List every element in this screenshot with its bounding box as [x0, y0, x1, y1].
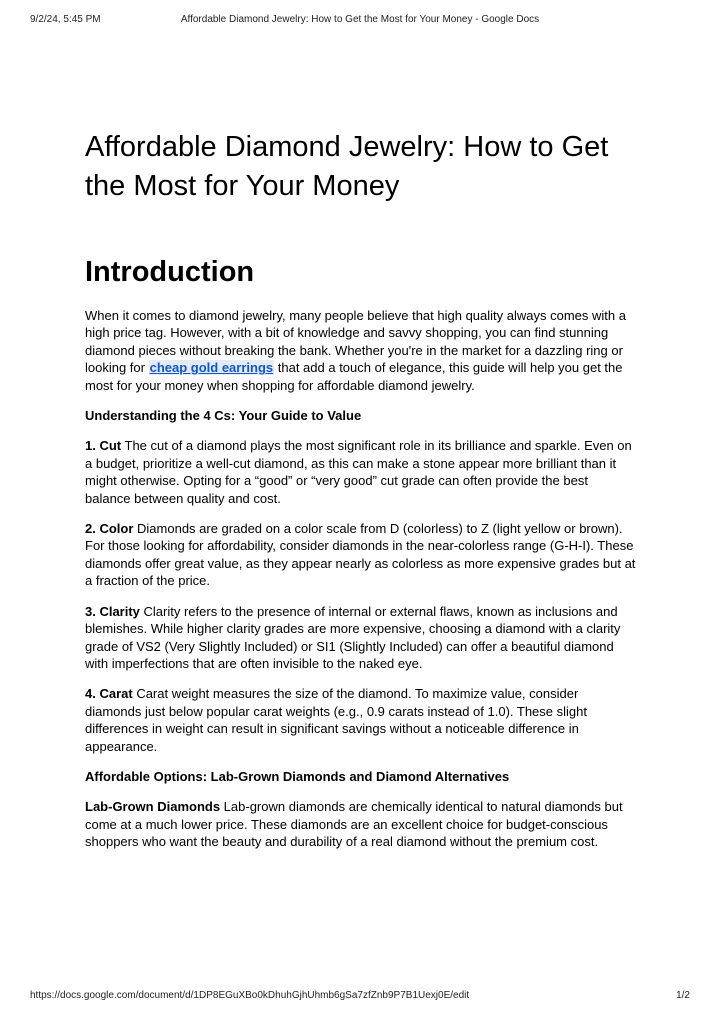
intro-text-before-link: When it comes to diamond jewelry, many people believe that high quality always comes with a high price tag. However, with a bit of knowledge and savvy shopping, you can find stunning diamond pieces without breaking the bank. Whether you're in the market for a dazzling ring or looking for	[85, 308, 626, 376]
print-header-title: Affordable Diamond Jewelry: How to Get the Most for Your Money - Google Docs	[180, 14, 540, 25]
clarity-paragraph	[85, 603, 637, 673]
options-heading: Affordable Options: Lab-Grown Diamonds and Diamond Alternatives	[85, 768, 510, 784]
cheap-gold-earrings-link[interactable]: cheap gold earrings	[149, 360, 274, 376]
document-title: Affordable Diamond Jewelry: How to Get the Most for Your Money	[85, 131, 609, 202]
cut-lead: 1. Cut	[85, 438, 122, 454]
intro-text-after-link: that add a touch of elegance, this guide will help you get the most for your money when shopping for affordable diamond jewelry.	[85, 360, 623, 393]
color-text: Diamonds are graded on a color scale from D (colorless) to Z (light yellow or brown). For those looking for affordability, consider diamonds in the near-colorless range (G-H-I). These diamonds offer great value, as they appear nearly as colorless as more expensive grades but at a fraction of the price.	[85, 521, 636, 589]
lab-grown-text: Lab-grown diamonds are chemically identical to natural diamonds but come at a much lower price. These diamonds are an excellent choice for budget-conscious shoppers who want the beauty and durability of a real diamond without the premium cost.	[85, 799, 623, 850]
color-paragraph	[85, 520, 637, 590]
document-body	[85, 128, 637, 851]
print-datetime: 9/2/24, 5:45 PM	[30, 14, 101, 25]
lab-grown-lead: Lab-Grown Diamonds	[85, 799, 221, 815]
carat-paragraph	[85, 685, 637, 755]
print-header	[30, 14, 690, 28]
carat-text: Carat weight measures the size of the diamond. To maximize value, consider diamonds just below popular carat weights (e.g., 0.9 carats instead of 1.0). These slight differences in weight can result in significant savings without a noticeable difference in appearance.	[85, 686, 587, 754]
intro-paragraph	[85, 307, 637, 394]
clarity-text: Clarity refers to the presence of internal or external flaws, known as inclusions and blemishes. While higher clarity grades are more expensive, choosing a diamond with a clarity grade of VS2 (Very Slightly Included) or SI1 (Slightly Included) can offer a beautiful diamond with imperfections that are often invisible to the naked eye.	[85, 603, 621, 671]
lab-grown-paragraph	[85, 798, 637, 850]
page-number: 1/2	[676, 990, 690, 1001]
intro-heading: Introduction	[85, 256, 255, 288]
color-lead: 2. Color	[85, 521, 134, 537]
print-footer-url: https://docs.google.com/document/d/1DP8EGuXBo0kDhuhGjhUhmb6gSa7zfZnb9P7B1Uexj0E/edit	[30, 990, 470, 1001]
four-cs-heading: Understanding the 4 Cs: Your Guide to Value	[85, 408, 362, 424]
cut-paragraph	[85, 437, 637, 507]
clarity-lead: 3. Clarity	[85, 603, 140, 619]
cut-text: The cut of a diamond plays the most significant role in its brilliance and sparkle. Even on a budget, prioritize a well-cut diamond, as this can make a stone appear more brilliant than it might otherwise. Opting for a “good” or “very good” cut grade can often provide the best balance between quality and cost.	[85, 438, 632, 506]
carat-lead: 4. Carat	[85, 686, 133, 702]
